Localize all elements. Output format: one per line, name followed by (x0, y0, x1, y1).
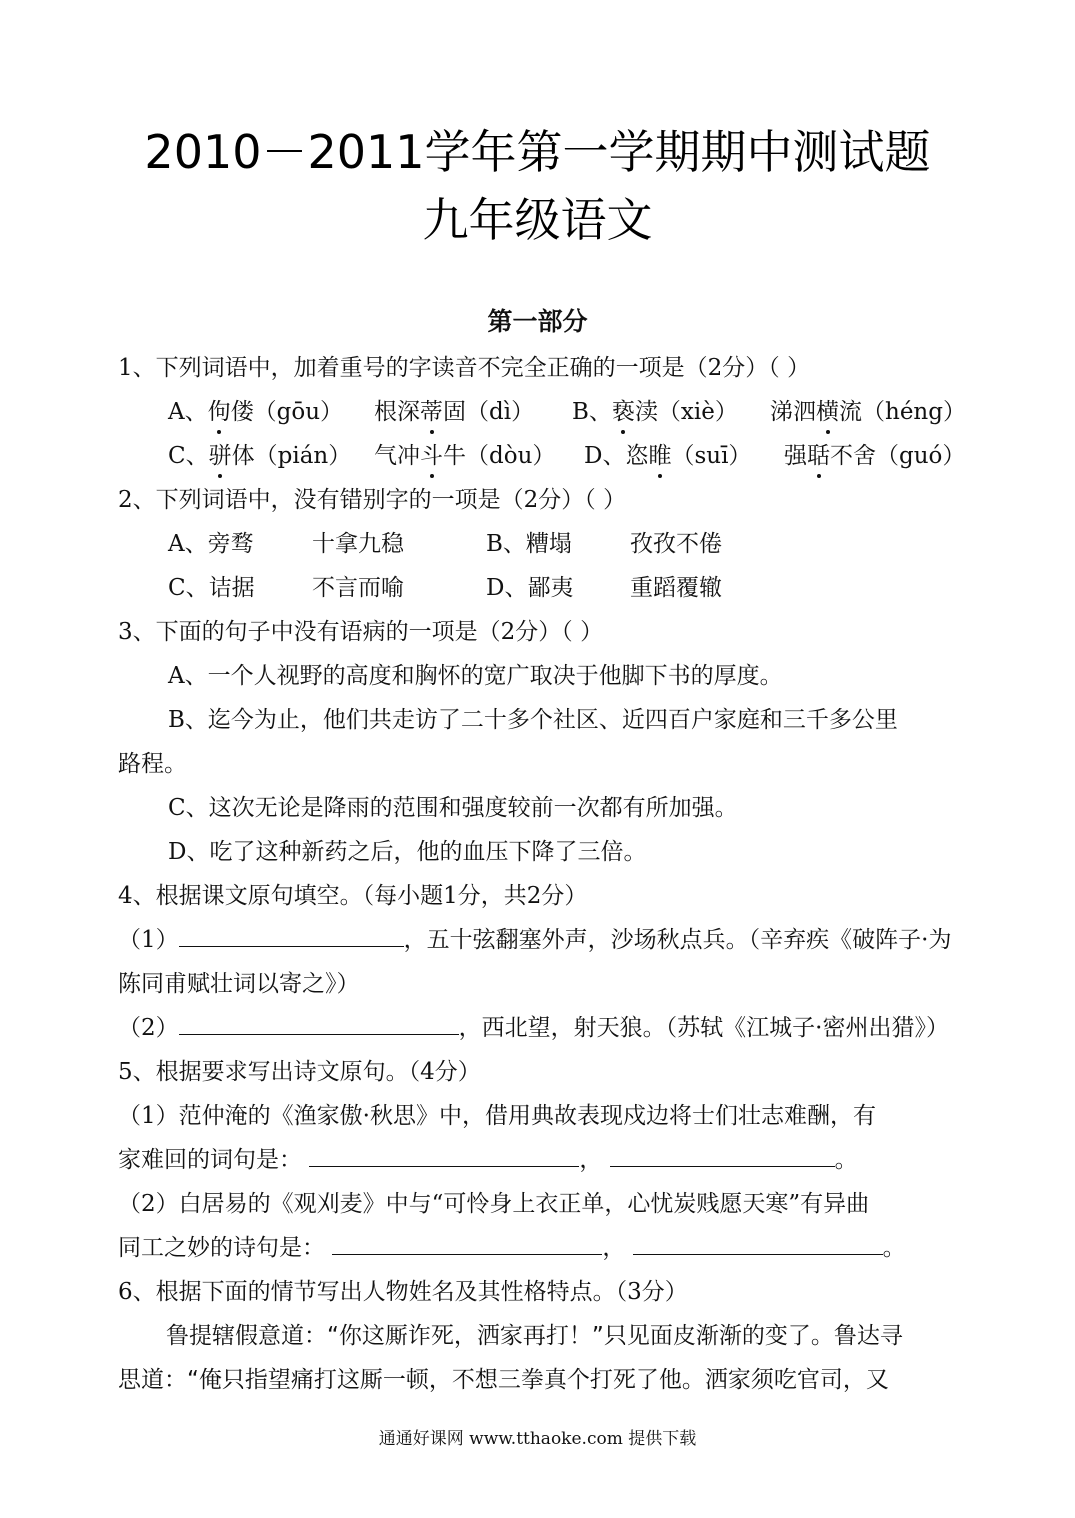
question-5-stem: 5、根据要求写出诗文原句。（4分） (118, 1059, 481, 1085)
q5-blank-2[interactable] (610, 1144, 835, 1167)
question-3-stem: 3、下面的句子中没有语病的一项是（2分）（ ） (118, 619, 604, 645)
question-4-stem: 4、根据课文原句填空。（每小题1分，共2分） (118, 883, 588, 909)
q5-item-1: （1）范仲淹的《渔家傲·秋思》中，借用典故表现戍边将士们壮志难酬，有 (118, 1103, 876, 1129)
q1-option-c2: 气冲斗牛（dòu） (374, 439, 555, 473)
q3-option-d: D、吃了这种新药之后，他的血压下降了三倍。 (168, 839, 647, 865)
q5-item-1-answer-line: 家难回的词句是： ， 。 (118, 1143, 858, 1177)
q2-option-d-word: 重蹈覆辙 (630, 575, 722, 601)
exam-subtitle: 九年级语文 (422, 193, 653, 247)
q1-option-b2: 涕泗横流（héng） (770, 395, 966, 429)
q4-item-1-continued: 陈同甫赋壮词以寄之》） (118, 971, 360, 997)
q3-option-b-continued: 路程。 (118, 751, 187, 777)
section-title: 第一部分 (487, 307, 588, 336)
q1-option-a2: 根深蒂固（dì） (374, 395, 534, 429)
q2-option-d: D、鄙夷 (486, 575, 574, 601)
question-2-stem: 2、下列词语中，没有错别字的一项是（2分）（ ） (118, 487, 627, 513)
q6-passage-line-2: 思道：“俺只指望痛打这厮一顿，不想三拳真个打死了他。洒家须吃官司，又 (118, 1367, 889, 1393)
q1-option-a1: A、佝偻（gōu） (168, 395, 343, 429)
q1-option-d1: D、恣睢（suī） (584, 439, 751, 473)
q1-option-c1: C、骈体（pián） (168, 439, 351, 473)
exam-title: 2010－2011学年第一学期期中测试题 (144, 125, 931, 179)
q2-option-c: C、诘据 (168, 575, 255, 601)
q3-option-c: C、这次无论是降雨的范围和强度较前一次都有所加强。 (168, 795, 738, 821)
q3-option-a: A、一个人视野的高度和胸怀的宽广取决于他脚下书的厚度。 (168, 663, 783, 689)
page-footer: 通通好课网 www.tthaoke.com 提供下载 (378, 1429, 697, 1449)
q5-blank-4[interactable] (633, 1232, 883, 1255)
q2-option-a: A、旁骛 (168, 531, 254, 557)
q5-blank-1[interactable] (309, 1144, 579, 1167)
q1-option-b1: B、亵渎（xiè） (572, 395, 738, 429)
q4-blank-1[interactable] (179, 924, 404, 947)
question-6-stem: 6、根据下面的情节写出人物姓名及其性格特点。（3分） (118, 1279, 688, 1305)
q1-option-d2: 强聒不舍（guó） (784, 439, 965, 473)
question-1-stem: 1、下列词语中，加着重号的字读音不完全正确的一项是（2分）（ ） (118, 355, 811, 381)
q2-option-a-word: 十拿九稳 (312, 531, 404, 557)
q5-blank-3[interactable] (332, 1232, 602, 1255)
q4-blank-2[interactable] (179, 1012, 459, 1035)
q2-option-c-word: 不言而喻 (312, 575, 404, 601)
q2-option-b-word: 孜孜不倦 (630, 531, 722, 557)
q3-option-b: B、迄今为止，他们共走访了二十多个社区、近四百户家庭和三千多公里 (168, 707, 898, 733)
q4-item-1: （1） ，五十弦翻塞外声，沙场秋点兵。（辛弃疾《破阵子·为 (118, 923, 951, 957)
q2-option-b: B、糟塌 (486, 531, 572, 557)
q5-item-2: （2）白居易的《观刈麦》中与“可怜身上衣正单，心忧炭贱愿天寒”有异曲 (118, 1191, 870, 1217)
q5-item-2-answer-line: 同工之妙的诗句是： ， 。 (118, 1231, 906, 1265)
q6-passage-line-1: 鲁提辖假意道：“你这厮诈死，洒家再打！”只见面皮渐渐的变了。鲁达寻 (166, 1323, 903, 1349)
q4-item-2: （2） ，西北望，射天狼。（苏轼《江城子·密州出猎》） (118, 1011, 949, 1045)
